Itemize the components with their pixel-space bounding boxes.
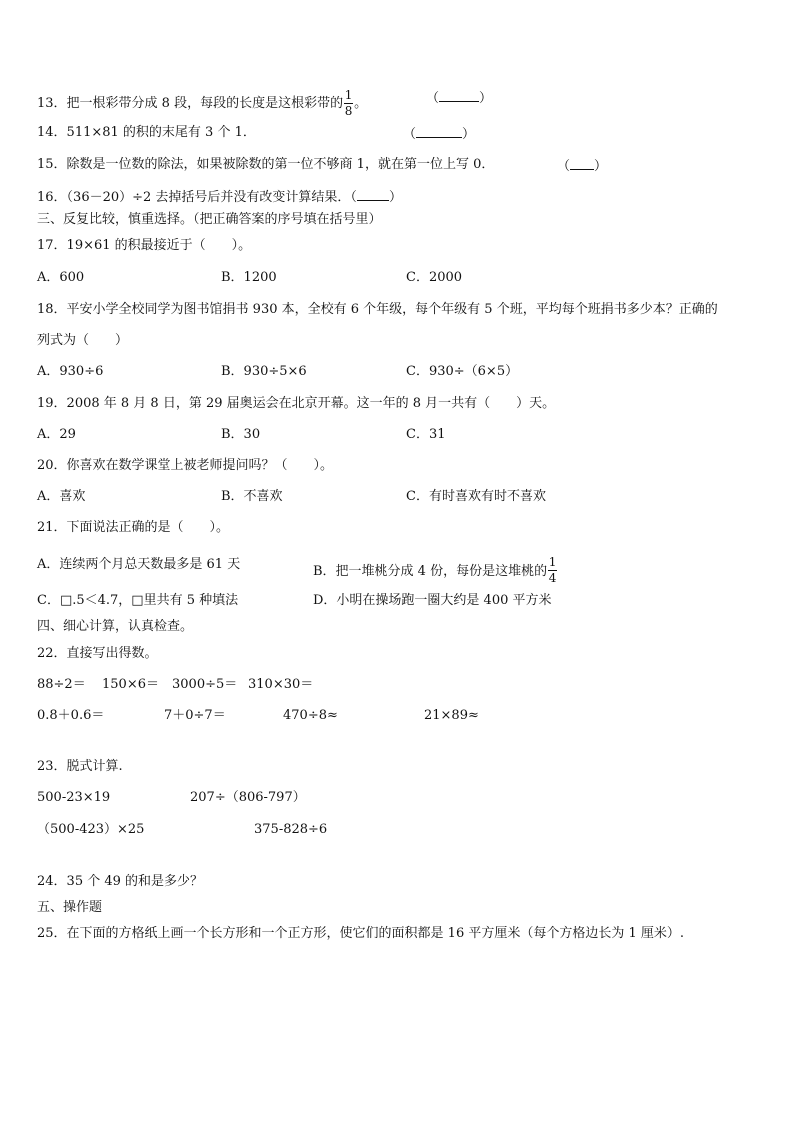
section-4-heading: 四、细心计算，认真检查。 [37, 619, 194, 634]
question-19-stem: 19．2008 年 8 月 8 日，第 29 届奥运会在北京开幕。这一年的 8 月一共有（ ）天。 [37, 396, 556, 411]
option-19-b[interactable]: B．30 [221, 427, 261, 442]
question-24-stem: 24．35 个 49 的和是多少？ [37, 874, 204, 889]
oral-calc-2: 150×6＝ [102, 677, 159, 692]
question-17-stem: 17．19×61 的积最接近于（ ）。 [37, 238, 252, 253]
option-17-a[interactable]: A．600 [37, 270, 85, 285]
option-18-b[interactable]: B．930÷5×6 [221, 364, 307, 379]
question-16: 16．（36－20）÷2 去掉括号后并没有改变计算结果．（ ） [37, 190, 402, 205]
expression-4: 375-828÷6 [254, 822, 328, 837]
section-5-heading: 五、操作题 [37, 900, 103, 915]
oral-calc-6: 7＋0÷7＝ [164, 708, 226, 723]
oral-calc-5: 0.8＋0.6＝ [37, 708, 105, 723]
question-13: 13．把一根彩带分成 8 段，每段的长度是这根彩带的 $\frac{1}{8}$ 。 [37, 88, 368, 118]
option-20-c[interactable]: C．有时喜欢有时不喜欢 [406, 489, 546, 504]
expression-2: 207÷（806-797） [190, 790, 306, 805]
question-14-text: 14．511×81 的积的末尾有 3 个 1． [37, 125, 256, 140]
fraction-one-fourth: $\frac{1}{4}$ [548, 555, 557, 585]
option-21-c[interactable]: C．□.5＜4.7，□里共有 5 种填法 [37, 593, 239, 608]
option-20-b[interactable]: B．不喜欢 [221, 489, 283, 504]
option-21-d[interactable]: D．小明在操场跑一圈大约是 400 平方米 [313, 593, 552, 608]
oral-calc-7: 470÷8≈ [283, 708, 338, 723]
question-21-stem: 21．下面说法正确的是（ ）。 [37, 520, 230, 535]
question-23-stem: 23．脱式计算. [37, 759, 123, 774]
oral-calc-1: 88÷2＝ [37, 677, 86, 692]
option-21-a[interactable]: A．连续两个月总天数最多是 61 天 [37, 557, 241, 572]
question-16-text: 16．（36－20）÷2 去掉括号后并没有改变计算结果．（ [37, 190, 357, 205]
option-21-b[interactable]: B．把一堆桃分成 4 份，每份是这堆桃的 $\frac{1}{4}$ [313, 555, 557, 585]
answer-blank-13[interactable]: （ ） [426, 91, 493, 106]
answer-blank-15[interactable]: （ ） [557, 159, 608, 174]
option-19-c[interactable]: C．31 [406, 427, 446, 442]
option-20-a[interactable]: A．喜欢 [37, 489, 86, 504]
question-18-stem-line2: 列式为（ ） [37, 333, 129, 348]
option-18-a[interactable]: A．930÷6 [37, 364, 104, 379]
option-18-c[interactable]: C．930÷（6×5） [406, 364, 519, 379]
option-19-a[interactable]: A．29 [37, 427, 76, 442]
option-17-c[interactable]: C．2000 [406, 270, 463, 285]
answer-blank-14[interactable]: （ ） [403, 127, 476, 142]
expression-3: （500-423）×25 [37, 822, 145, 837]
oral-calc-8: 21×89≈ [424, 708, 479, 723]
fraction-one-eighth: $\frac{1}{8}$ [344, 88, 353, 118]
question-20-stem: 20．你喜欢在数学课堂上被老师提问吗？（ ）。 [37, 458, 334, 473]
question-22-stem: 22．直接写出得数。 [37, 646, 158, 661]
question-13-text: 13．把一根彩带分成 8 段，每段的长度是这根彩带的 [37, 96, 344, 111]
expression-1: 500-23×19 [37, 790, 111, 805]
question-25-stem: 25．在下面的方格纸上画一个长方形和一个正方形，使它们的面积都是 16 平方厘米（每个方格边长为 1 厘米）. [37, 926, 685, 941]
question-18-stem-line1: 18．平安小学全校同学为图书馆捐书 930 本，全校有 6 个年级，每个年级有 5 个班，平均每个班捐书多少本？正确的 [37, 302, 718, 317]
option-17-b[interactable]: B．1200 [221, 270, 277, 285]
question-15-text: 15．除数是一位数的除法，如果被除数的第一位不够商 1，就在第一位上写 0． [37, 157, 495, 172]
oral-calc-3: 3000÷5＝ [172, 677, 238, 692]
answer-blank-16[interactable] [357, 188, 389, 201]
oral-calc-4: 310×30＝ [248, 677, 314, 692]
section-3-heading: 三、反复比较，慎重选择。（把正确答案的序号填在括号里） [37, 212, 382, 227]
